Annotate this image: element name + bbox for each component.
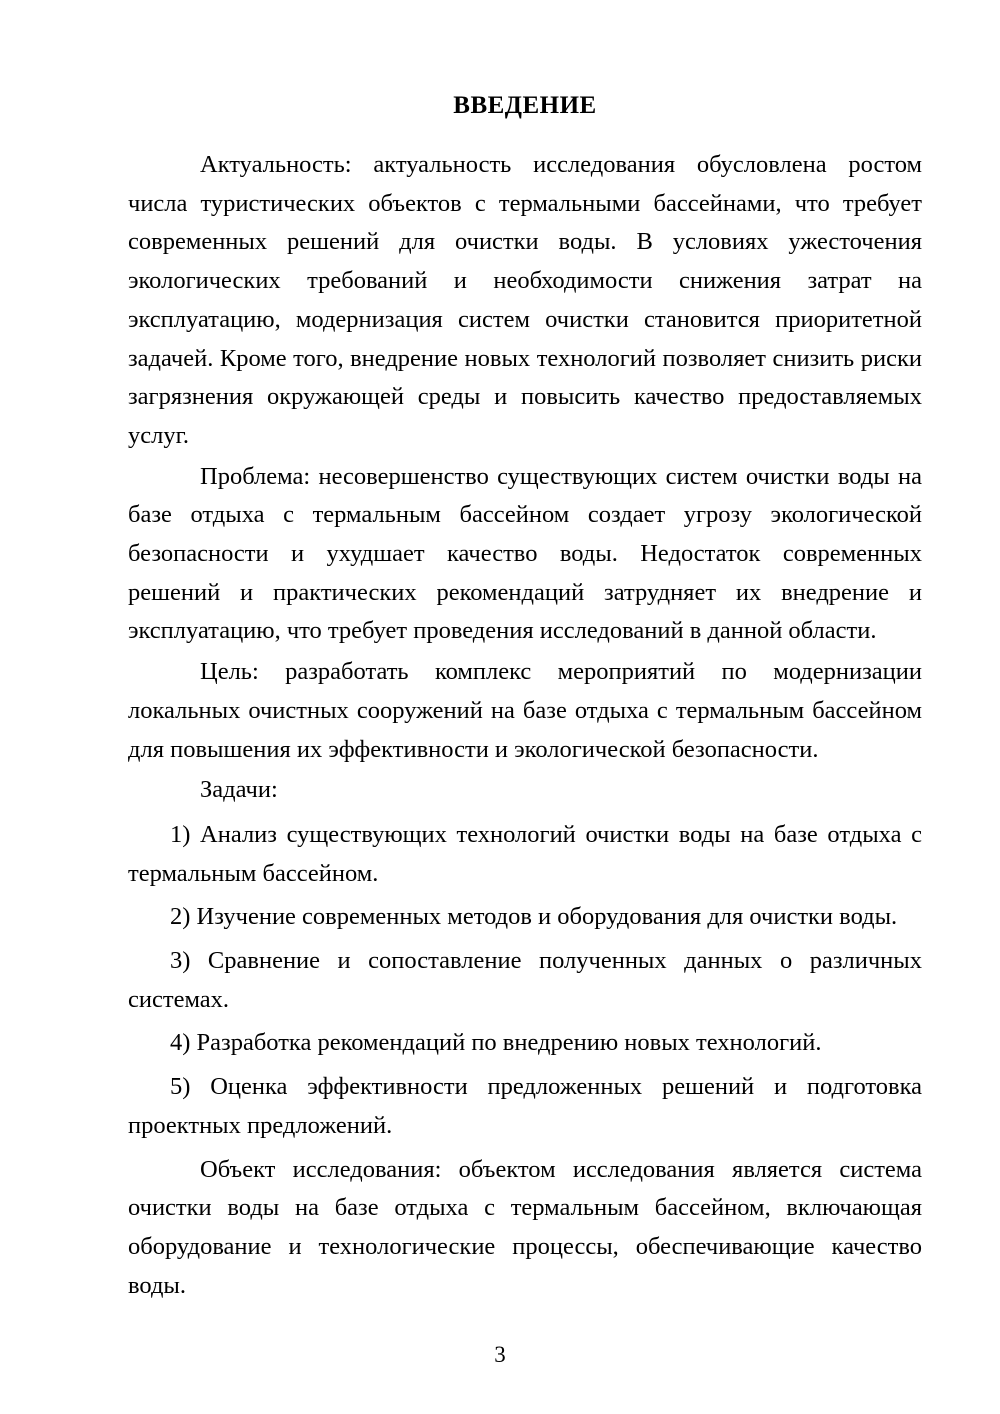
paragraph-object: Объект исследования: объектом исследования является система очистки воды на базе отдыха с термальным бассейном, включающая оборудование и технологические процессы, обеспечивающие качество воды. <box>128 1155 922 1299</box>
task-item-2: 2) Изучение современных методов и оборудования для очистки воды. <box>170 903 898 931</box>
task-item-5: 5) Оценка эффективности предложенных решений и подготовка проектных предложений. <box>128 1073 922 1139</box>
task-item-4: 4) Разработка рекомендаций по внедрению новых технологий. <box>170 1029 822 1057</box>
paragraph-problem: Проблема: несовершенство существующих систем очистки воды на базе отдыха с термальным бассейном создает угрозу экологической безопасности и ухудшает качество воды. Недостаток современных решений и практических рекомендаций затрудняет их внедрение и эксплуатацию, что требует проведения исследований в данной области. <box>128 462 922 645</box>
page-title: ВВЕДЕНИЕ <box>453 92 597 119</box>
page-number: 3 <box>494 1342 506 1367</box>
task-item-1: 1) Анализ существующих технологий очистки воды на базе отдыха с термальным бассейном. <box>128 820 922 887</box>
paragraph-tasks-heading: Задачи: <box>200 776 278 804</box>
paragraph-relevance: Актуальность: актуальность исследования обусловлена ростом числа туристических объектов с термальными бассейнами, что требует современных решений для очистки воды. В условиях ужесточения экологических требований и необходимости снижения затрат на эксплуатацию, модернизация систем очистки становится приоритетной задачей. Кроме того, внедрение новых технологий позволяет снизить риски загрязнения окружающей среды и повысить качество предоставляемых услуг. <box>128 151 922 449</box>
paragraph-goal: Цель: разработать комплекс мероприятий по модернизации локальных очистных сооружений на базе отдыха с термальным бассейном для повышения их эффективности и экологической безопасности. <box>128 658 922 763</box>
task-item-3: 3) Сравнение и сопоставление полученных данных о различных системах. <box>128 947 922 1013</box>
